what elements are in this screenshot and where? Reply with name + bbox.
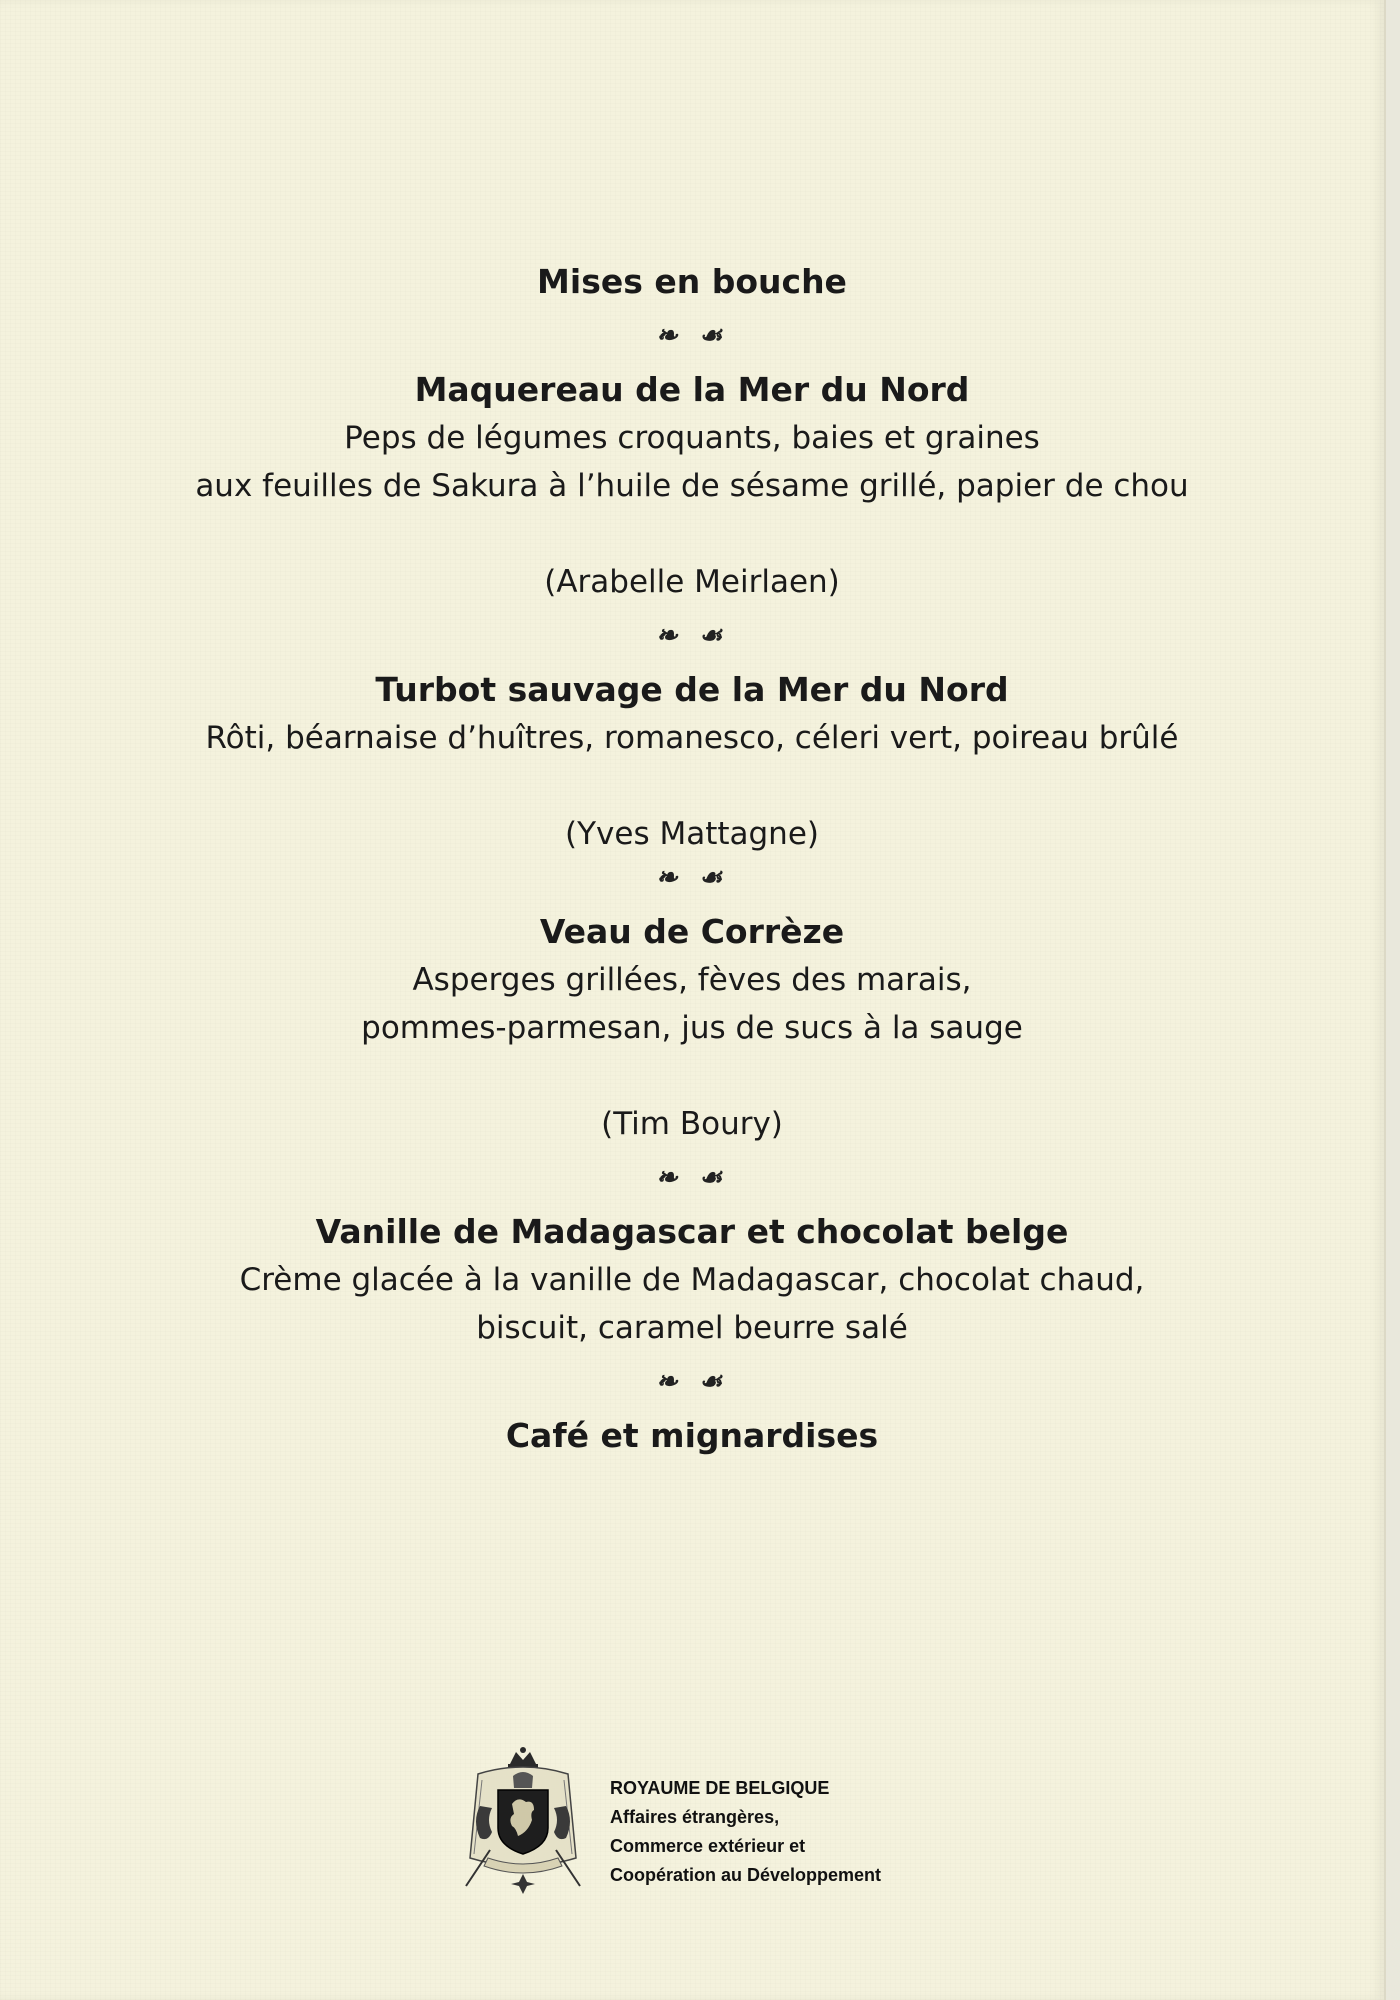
ministry-line-2: Commerce extérieur et bbox=[610, 1836, 806, 1856]
ornament-divider: ❧ ☙ bbox=[655, 321, 729, 351]
course-2-desc-line-1: Rôti, béarnaise d’huîtres, romanesco, céleri vert, poireau brûlé bbox=[205, 720, 1179, 756]
ministry-line-3: Coopération au Développement bbox=[610, 1865, 882, 1885]
ministry-line-1: Affaires étrangères, bbox=[610, 1807, 780, 1827]
ministry-footer bbox=[458, 1746, 978, 1896]
ornament-divider: ❧ ☙ bbox=[655, 621, 729, 651]
ministry-text bbox=[610, 1774, 881, 1890]
belgian-coat-of-arms-icon bbox=[458, 1746, 588, 1896]
course-3-desc-line-1: Asperges grillées, fèves des marais, bbox=[412, 962, 972, 998]
course-1-title: Maquereau de la Mer du Nord bbox=[414, 370, 970, 409]
ornament-divider: ❧ ☙ bbox=[655, 1367, 729, 1397]
course-2-chef: (Yves Mattagne) bbox=[565, 816, 819, 852]
kingdom-name: ROYAUME DE BELGIQUE bbox=[610, 1778, 830, 1798]
amuse-bouche-title: Mises en bouche bbox=[537, 262, 847, 301]
ornament-divider: ❧ ☙ bbox=[655, 863, 729, 893]
course-1-chef: (Arabelle Meirlaen) bbox=[544, 564, 840, 600]
ornament-divider: ❧ ☙ bbox=[655, 1163, 729, 1193]
course-4-title: Vanille de Madagascar et chocolat belge bbox=[315, 1212, 1069, 1251]
course-1-desc-line-2: aux feuilles de Sakura à l’huile de sésame grillé, papier de chou bbox=[195, 468, 1189, 504]
course-3-desc-line-2: pommes-parmesan, jus de sucs à la sauge bbox=[361, 1010, 1023, 1046]
course-3-chef: (Tim Boury) bbox=[601, 1106, 783, 1142]
course-3-title: Veau de Corrèze bbox=[539, 912, 845, 951]
finale-title: Café et mignardises bbox=[505, 1416, 879, 1455]
menu-body bbox=[0, 258, 1384, 1460]
course-1-desc-line-1: Peps de légumes croquants, baies et graines bbox=[344, 420, 1040, 456]
course-4-desc-line-1: Crème glacée à la vanille de Madagascar, chocolat chaud, bbox=[239, 1262, 1145, 1298]
course-4-desc-line-2: biscuit, caramel beurre salé bbox=[476, 1310, 908, 1346]
course-2-title: Turbot sauvage de la Mer du Nord bbox=[375, 670, 1009, 709]
